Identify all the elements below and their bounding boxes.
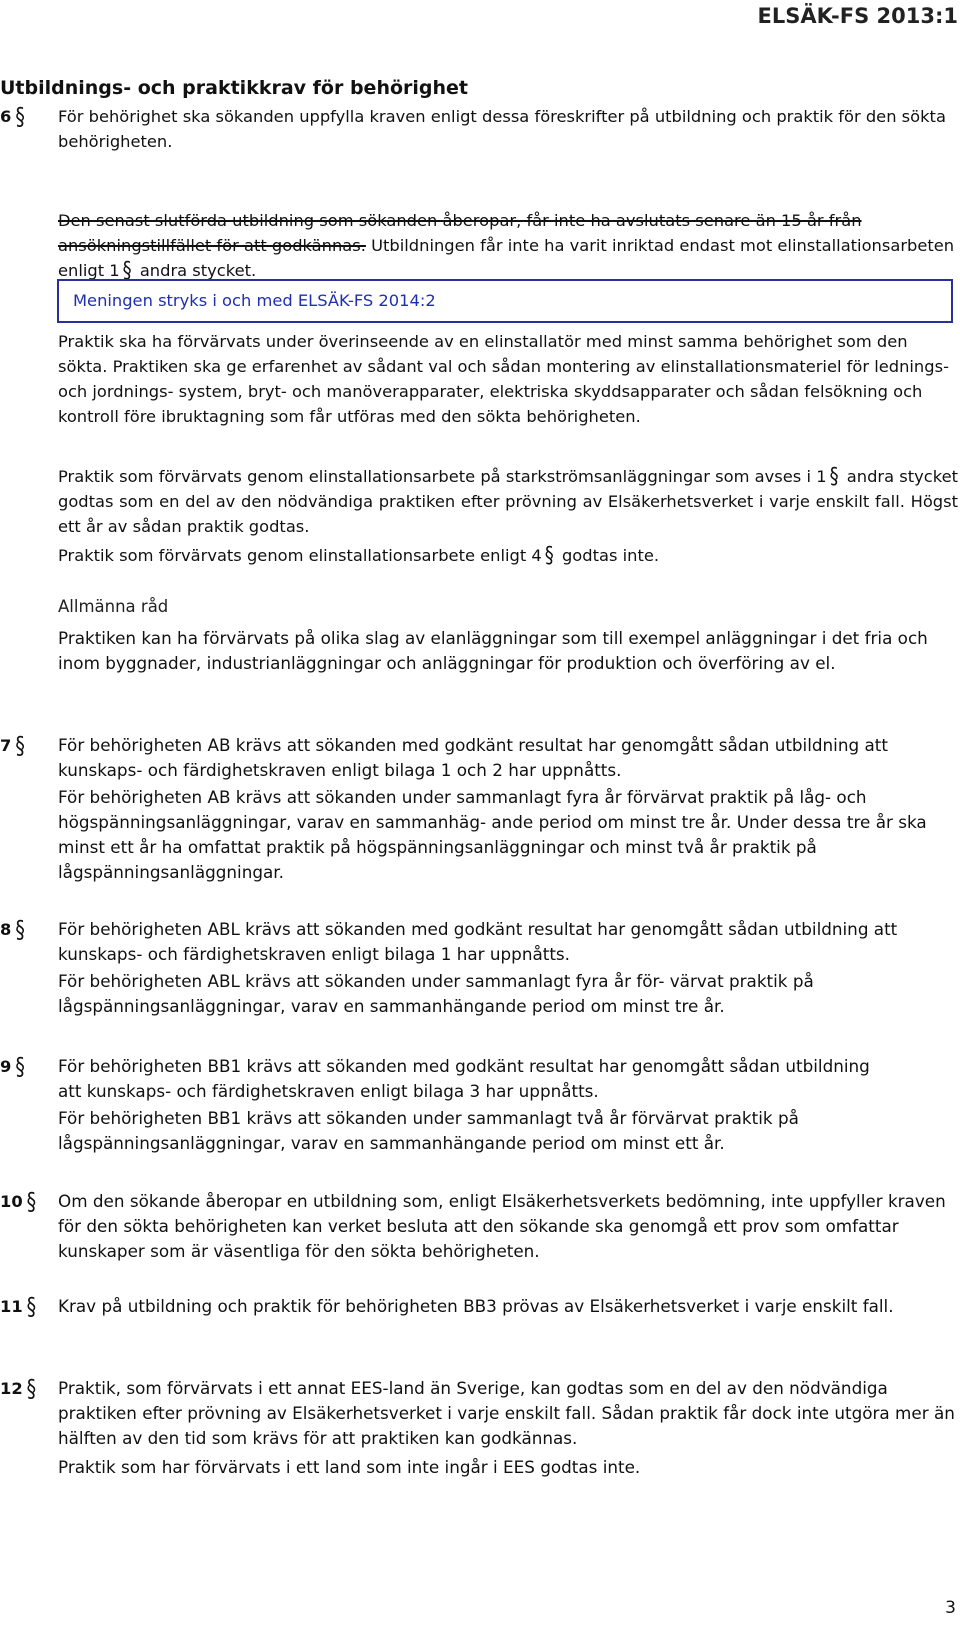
section-number-9: 9 § xyxy=(0,1053,25,1081)
paragraph-12-1: Praktik, som förvärvats i ett annat EES-land än Sverige, kan godtas som en del av den nödvändiga praktiken efter prövning av Elsäkerhetsverket i varje enskilt fall. Sådan praktik får dock inte utgöra mer än hälften av den tid som krävs för att praktiken kan godkännas. xyxy=(58,1378,955,1448)
paragraph-11-1: Krav på utbildning och praktik för behörigheten BB3 prövas av Elsäkerhetsverket i varje enskilt fall. xyxy=(58,1296,894,1316)
paragraph-6-1: För behörighet ska sökanden uppfylla kraven enligt dessa föreskrifter på utbildning och praktik för den sökta behörigheten. xyxy=(58,107,946,151)
amendment-notice-text: Meningen stryks i och med ELSÄK-FS 2014:2 xyxy=(73,291,436,310)
document-id-header: ELSÄK-FS 2013:1 xyxy=(757,4,958,28)
section-number-12: 12 § xyxy=(0,1375,37,1403)
section-sign: § xyxy=(15,103,25,131)
paragraph-12-2: Praktik som har förvärvats i ett land som inte ingår i EES godtas inte. xyxy=(58,1457,641,1477)
general-advice-text: Praktiken kan ha förvärvats på olika slag av elanläggningar som till exempel anläggningar i det fria och inom byggnader, industrianläggningar och anläggningar för produktion och överföring av el. xyxy=(58,628,928,673)
section-number-11: 11 § xyxy=(0,1293,37,1321)
paragraph-7-1: För behörigheten AB krävs att sökanden med godkänt resultat har genomgått sådan utbildning att kunskaps- och färdighetskraven enligt bilaga 1 och 2 har uppnåtts. xyxy=(58,735,888,780)
section-number-10: 10 § xyxy=(0,1188,37,1216)
paragraph-6-5: Praktik som förvärvats genom elinstallationsarbete enligt 4 § godtas inte. xyxy=(58,542,660,569)
section-number-7: 7 § xyxy=(0,732,25,760)
paragraph-6-4: Praktik som förvärvats genom elinstallationsarbete på starkströmsanläggningar som avses i 1 § andra stycket godtas som en del av den nödvändiga praktiken efter prövning av Elsäkerhetsverket i varje enskilt fall. Högst ett år av sådan praktik godtas. xyxy=(58,463,958,536)
page-number: 3 xyxy=(945,1598,956,1618)
paragraph-8-2: För behörigheten ABL krävs att sökanden under sammanlagt fyra år för- värvat praktik på lågspänningsanläggningar, varav en sammanhängande period om minst tre år. xyxy=(58,971,814,1016)
paragraph-6-2: Den senast slutförda utbildning som sökanden åberopar, får inte ha avslutats senare än 15 år från ansökningstillfället för att godkännas. Utbildningen får inte ha varit inriktad endast mot elinstallationsarbeten enligt 1 § andra stycket. xyxy=(58,211,955,284)
paragraph-9-1: För behörigheten BB1 krävs att sökanden med godkänt resultat har genomgått sådan utbildning att kunskaps- och färdighetskraven enligt bilaga 3 har uppnåtts. xyxy=(58,1056,870,1101)
paragraph-9-2: För behörigheten BB1 krävs att sökanden under sammanlagt två år förvärvat praktik på lågspänningsanläggningar, varav en sammanhängande period om minst ett år. xyxy=(58,1108,799,1153)
section-number-6: 6 § xyxy=(0,104,25,129)
amendment-notice-box xyxy=(57,279,953,323)
paragraph-8-1: För behörigheten ABL krävs att sökanden med godkänt resultat har genomgått sådan utbildning att kunskaps- och färdighetskraven enligt bilaga 1 har uppnåtts. xyxy=(58,919,898,964)
paragraph-7-2: För behörigheten AB krävs att sökanden under sammanlagt fyra år förvärvat praktik på låg- och högspänningsanläggningar, varav en sammanhäg- ande period om minst tre år. Under dessa tre år ska minst ett år ha omfattat praktik på högspänningsanläggningar och minst två år praktik på lågspänningsanläggningar. xyxy=(58,787,927,882)
struck-text: Den senast slutförda utbildning som sökanden åberopar, får inte ha avslutats senare än 15 år från ansökningstillfället för att godkännas. xyxy=(58,211,862,255)
section-number-8: 8 § xyxy=(0,916,25,944)
general-advice-title: Allmänna råd xyxy=(58,597,169,616)
paragraph-6-3: Praktik ska ha förvärvats under överinseende av en elinstallatör med minst samma behörighet som den sökta. Praktiken ska ge erfarenhet av sådant val och sådan montering av elinstallationsmateriel för lednings- och jordnings- system, bryt- och manöverapparater, elektriska skyddsapparater och sådan felsökning och kontroll före ibruktagning som får utföras med den sökta behörigheten. xyxy=(58,332,949,426)
section-title: Utbildnings- och praktikkrav för behörighet xyxy=(0,77,469,99)
paragraph-10-1: Om den sökande åberopar en utbildning som, enligt Elsäkerhetsverkets bedömning, inte uppfyller kraven för den sökta behörigheten kan verket besluta att den sökande ska genomgå ett prov som omfattar kunskaper som är väsentliga för den sökta behörigheten. xyxy=(58,1191,946,1261)
